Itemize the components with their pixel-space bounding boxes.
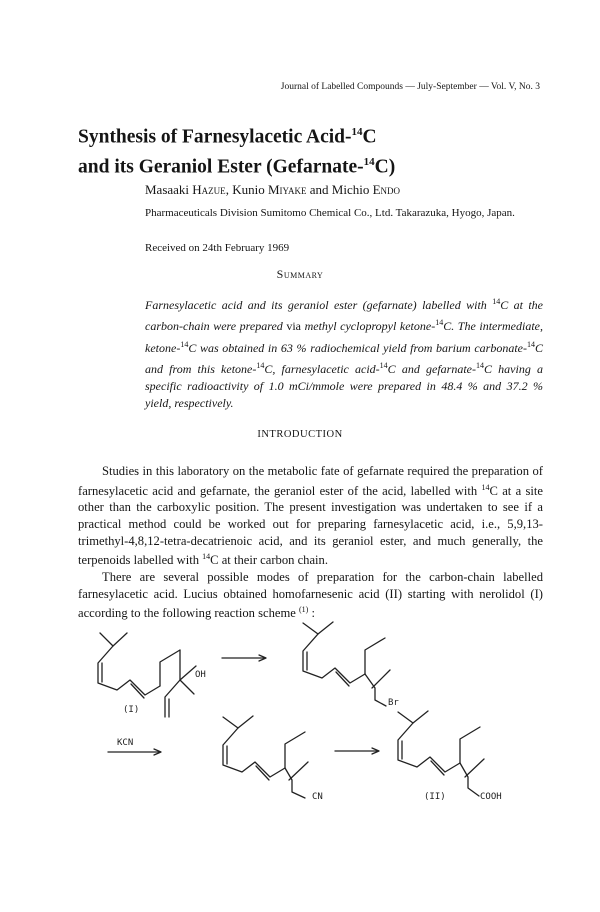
oh-label: OH xyxy=(195,670,206,680)
affiliation: Pharmaceuticals Division Sumitomo Chemical Co., Ltd. Takarazuka, Hyogo, Japan. xyxy=(145,207,515,219)
cn-label: CN xyxy=(312,792,323,802)
body-text xyxy=(78,463,543,622)
reaction-scheme xyxy=(0,600,600,912)
nerolidol-structure xyxy=(98,633,196,717)
paragraph: There are several possible modes of preparation for the carbon-chain labelled farnesylacetic acid. Lucius obtained homofarnesenic acid (II) starting with nerolidol (I) according to the following reaction scheme $^{(1)}$ : xyxy=(78,569,543,621)
article-title xyxy=(78,120,558,179)
author-family: Hazue xyxy=(192,182,226,197)
title-line-2: and its Geraniol Ester (Gefarnate-$^{14}$C) xyxy=(78,155,396,177)
author-given: Kunio xyxy=(232,182,265,197)
abstract: Farnesylacetic acid and its geraniol ester (gefarnate) labelled with $^{14}$C at the carbon-chain were prepared via methyl cyclopropyl ketone-$^{14}$C. The intermediate, ketone-$^{14}$C was obtained in 63 % radiochemical yield from barium carbonate-$^{14}$C and from this ketone-$^{14}$C, farnesylacetic acid-$^{14}$C and gefarnate-$^{14}$C having a specific radioactivity of 1.0 mCi/mmole were prepared in 48.4 % and 37.2 % yield, respectively. xyxy=(145,297,544,411)
nitrile-structure xyxy=(223,716,308,798)
author-list: Masaaki Hazue, Kunio Miyake and Michio Endo xyxy=(145,182,401,197)
journal-header: Journal of Labelled Compounds — July-September — Vol. V, No. 3 xyxy=(280,82,540,92)
kcn-label: KCN xyxy=(117,738,134,748)
author-given: Masaaki xyxy=(145,182,190,197)
compound-ii-label: (II) xyxy=(424,792,446,802)
received-date: Received on 24th February 1969 xyxy=(145,242,290,254)
summary-heading: Summary xyxy=(276,267,324,281)
author-family: Miyake xyxy=(267,182,307,197)
paragraph: Studies in this laboratory on the metabolic fate of gefarnate required the preparation of farnesylacetic acid and gefarnate, the geraniol ester of the acid, labelled with $^{14}$C at a site other than the carboxylic position. The present investigation was undertaken to see if a practical method could be worked out for preparing farnesylacetic acid, i.e., 5,9,13-trimethyl-4,8,12-tetra-decatrienoic acid, and its geraniol ester, and much generally, the terpenoids labelled with $^{14}$C at their carbon chain. xyxy=(78,464,544,568)
introduction-heading: INTRODUCTION xyxy=(257,429,343,440)
reference-marker: (1) xyxy=(299,605,309,615)
homofarnesenic-acid-structure xyxy=(398,711,484,796)
cooh-label: COOH xyxy=(480,792,502,802)
compound-i-label: (I) xyxy=(123,705,140,715)
title-line-1: Synthesis of Farnesylacetic Acid-$^{14}$C xyxy=(78,126,377,148)
author-given: Michio xyxy=(331,182,370,197)
author-family: Endo xyxy=(372,182,401,197)
br-label: Br xyxy=(388,698,399,708)
bromide-structure xyxy=(303,622,390,706)
